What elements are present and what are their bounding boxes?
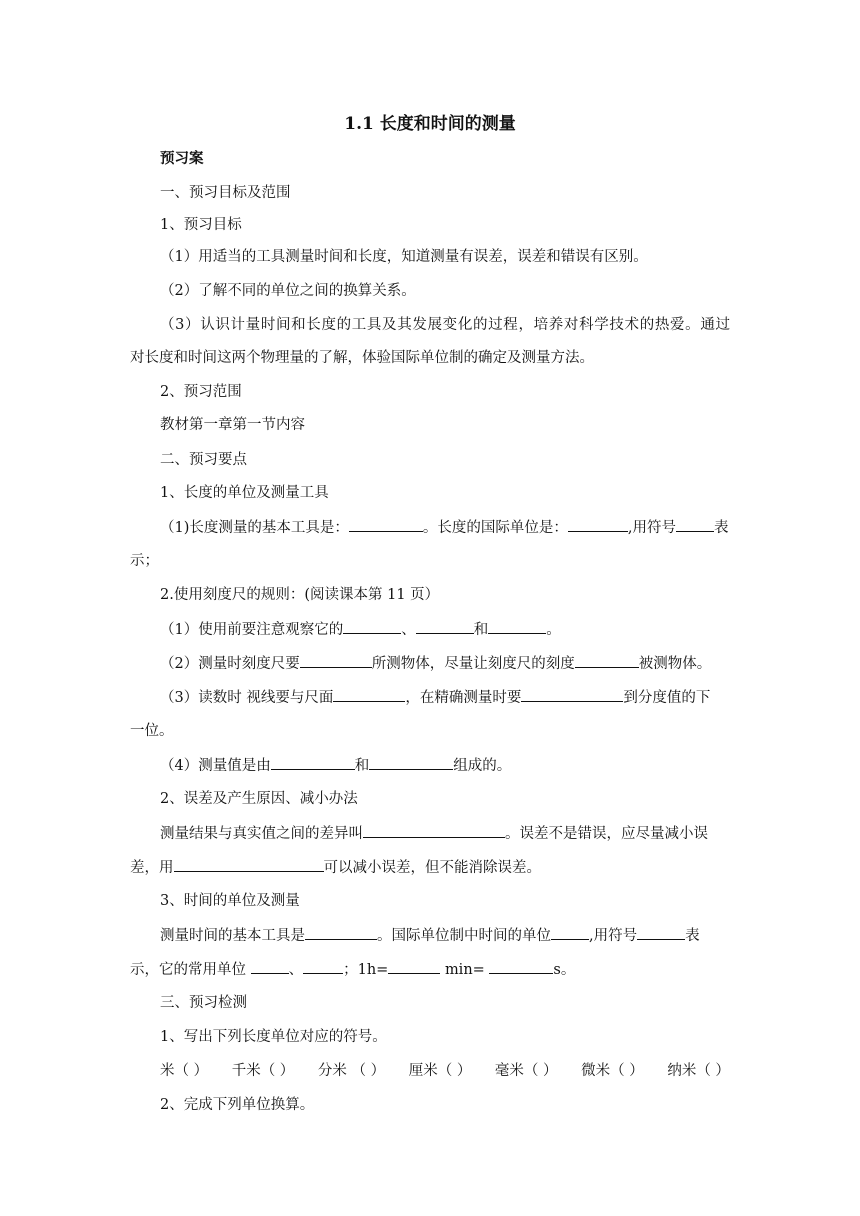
time-heading: 3、时间的单位及测量 <box>160 893 300 909</box>
ruler-rule-2 <box>160 652 711 675</box>
length-q1-text-a: （1)长度测量的基本工具是： <box>160 520 349 536</box>
ruler1-text-a: （1）使用前要注意观察它的 <box>160 622 344 638</box>
answer-blank[interactable] <box>568 516 628 532</box>
ruler2-text-a: （2）测量时刻度尺要 <box>160 656 300 672</box>
unit-symbol-list <box>160 1060 730 1082</box>
error-text-a: 测量结果与真实值之间的差异叫 <box>160 826 363 842</box>
ruler4-text-b: 和 <box>354 758 370 774</box>
time-text-d: 表 <box>685 928 700 944</box>
unit-item-centimeter: 厘米（ ） <box>408 1063 472 1079</box>
answer-blank[interactable] <box>388 958 440 974</box>
scope-text: 教材第一章第一节内容 <box>160 417 305 433</box>
scope-heading: 2、预习范围 <box>160 384 242 400</box>
part3-heading: 三、预习检测 <box>160 995 247 1011</box>
answer-blank[interactable] <box>251 958 289 974</box>
answer-blank[interactable] <box>637 924 685 940</box>
unit-item-micrometer: 微米（ ） <box>581 1063 644 1079</box>
answer-blank[interactable] <box>174 856 324 872</box>
error-text-d: 可以减小误差，但不能消除误差。 <box>323 860 541 876</box>
part2-heading: 二、预习要点 <box>160 452 247 468</box>
answer-blank[interactable] <box>343 618 401 634</box>
error-paragraph-line1 <box>160 822 708 845</box>
goal-item-3-line2: 对长度和时间这两个物理量的了解，体验国际单位制的确定及测量方法。 <box>130 350 594 366</box>
length-heading: 1、长度的单位及测量工具 <box>160 485 329 501</box>
ruler1-text-c: 和 <box>473 622 489 638</box>
answer-blank[interactable] <box>676 516 714 532</box>
time-paragraph-line1 <box>160 924 700 947</box>
goal-item-1: （1）用适当的工具测量时间和长度，知道测量有误差，误差和错误有区别。 <box>160 249 648 265</box>
ruler-rule-1 <box>160 618 561 641</box>
time-text-b: 。国际单位制中时间的单位 <box>377 928 551 944</box>
ruler-rule-3 <box>160 686 710 709</box>
unit-item-millimeter: 毫米（ ） <box>494 1063 558 1079</box>
part1-heading: 一、预习目标及范围 <box>160 185 291 201</box>
time-text-e: 示，它的常用单位 <box>130 962 246 978</box>
goal-item-3-line1: （3）认识计量时间和长度的工具及其发展变化的过程，培养对科学技术的热爱。通过 <box>160 317 730 333</box>
answer-blank[interactable] <box>416 618 474 634</box>
answer-blank[interactable] <box>363 822 505 838</box>
ruler3-text-b: ，在精确测量时要 <box>405 690 522 706</box>
ruler3-text-c: 到分度值的下 <box>623 690 711 706</box>
time-text-h: min= <box>444 962 485 978</box>
answer-blank[interactable] <box>300 652 372 668</box>
answer-blank[interactable] <box>333 686 405 702</box>
length-q1-text-c: ,用符号 <box>627 520 676 536</box>
time-paragraph-line2 <box>130 958 575 981</box>
goal-heading: 1、预习目标 <box>160 217 242 233</box>
ruler4-text-a: （4）测量值是由 <box>160 758 271 774</box>
unit-item-meter: 米（ ） <box>160 1063 209 1079</box>
ruler2-text-c: 被测物体。 <box>638 656 712 672</box>
ruler-rule-4 <box>160 754 511 777</box>
time-text-f: 、 <box>288 962 304 978</box>
unit-item-decimeter: 分米 （ ） <box>317 1063 386 1079</box>
section-heading: 预习案 <box>160 150 204 167</box>
error-text-c: 差，用 <box>130 860 174 876</box>
check-question-1: 1、写出下列长度单位对应的符号。 <box>160 1029 387 1045</box>
ruler1-text-b: 、 <box>401 622 416 638</box>
unit-item-kilometer: 千米（ ） <box>231 1063 295 1079</box>
time-text-i: s。 <box>553 962 576 978</box>
length-question-1 <box>160 516 729 539</box>
answer-blank[interactable] <box>305 924 377 940</box>
check-question-2: 2、完成下列单位换算。 <box>160 1097 315 1113</box>
ruler-heading: 2.使用刻度尺的规则：(阅读课本第 11 页） <box>160 587 440 603</box>
error-heading: 2、误差及产生原因、减小办法 <box>160 791 358 807</box>
length-q1-text-b: 。长度的国际单位是： <box>422 520 568 536</box>
ruler4-text-c: 组成的。 <box>453 758 512 774</box>
length-q1-continuation: 示； <box>130 553 159 569</box>
goal-item-2: （2）了解不同的单位之间的换算关系。 <box>160 283 416 299</box>
unit-item-nanometer: 纳米（ ） <box>667 1063 730 1079</box>
answer-blank[interactable] <box>271 754 355 770</box>
answer-blank[interactable] <box>369 754 453 770</box>
ruler2-text-b: 所测物体，尽量让刻度尺的刻度 <box>371 656 575 672</box>
answer-blank[interactable] <box>303 958 343 974</box>
time-text-g: ；1h= <box>343 962 389 978</box>
answer-blank[interactable] <box>551 924 589 940</box>
error-paragraph-line2 <box>130 856 541 879</box>
ruler3-text-a: （3）读数时 视线要与尺面 <box>160 690 334 706</box>
answer-blank[interactable] <box>488 618 546 634</box>
length-q1-text-d: 表 <box>714 520 729 536</box>
answer-blank[interactable] <box>349 516 423 532</box>
answer-blank[interactable] <box>521 686 623 702</box>
document-title: 1.1 长度和时间的测量 <box>344 114 516 134</box>
time-text-c: ,用符号 <box>589 928 638 944</box>
ruler1-text-d: 。 <box>546 622 561 638</box>
ruler-rule-3-continuation: 一位。 <box>130 723 174 739</box>
answer-blank[interactable] <box>489 958 553 974</box>
error-text-b: 。误差不是错误，应尽量减小误 <box>505 826 708 842</box>
answer-blank[interactable] <box>575 652 639 668</box>
time-text-a: 测量时间的基本工具是 <box>160 928 305 944</box>
